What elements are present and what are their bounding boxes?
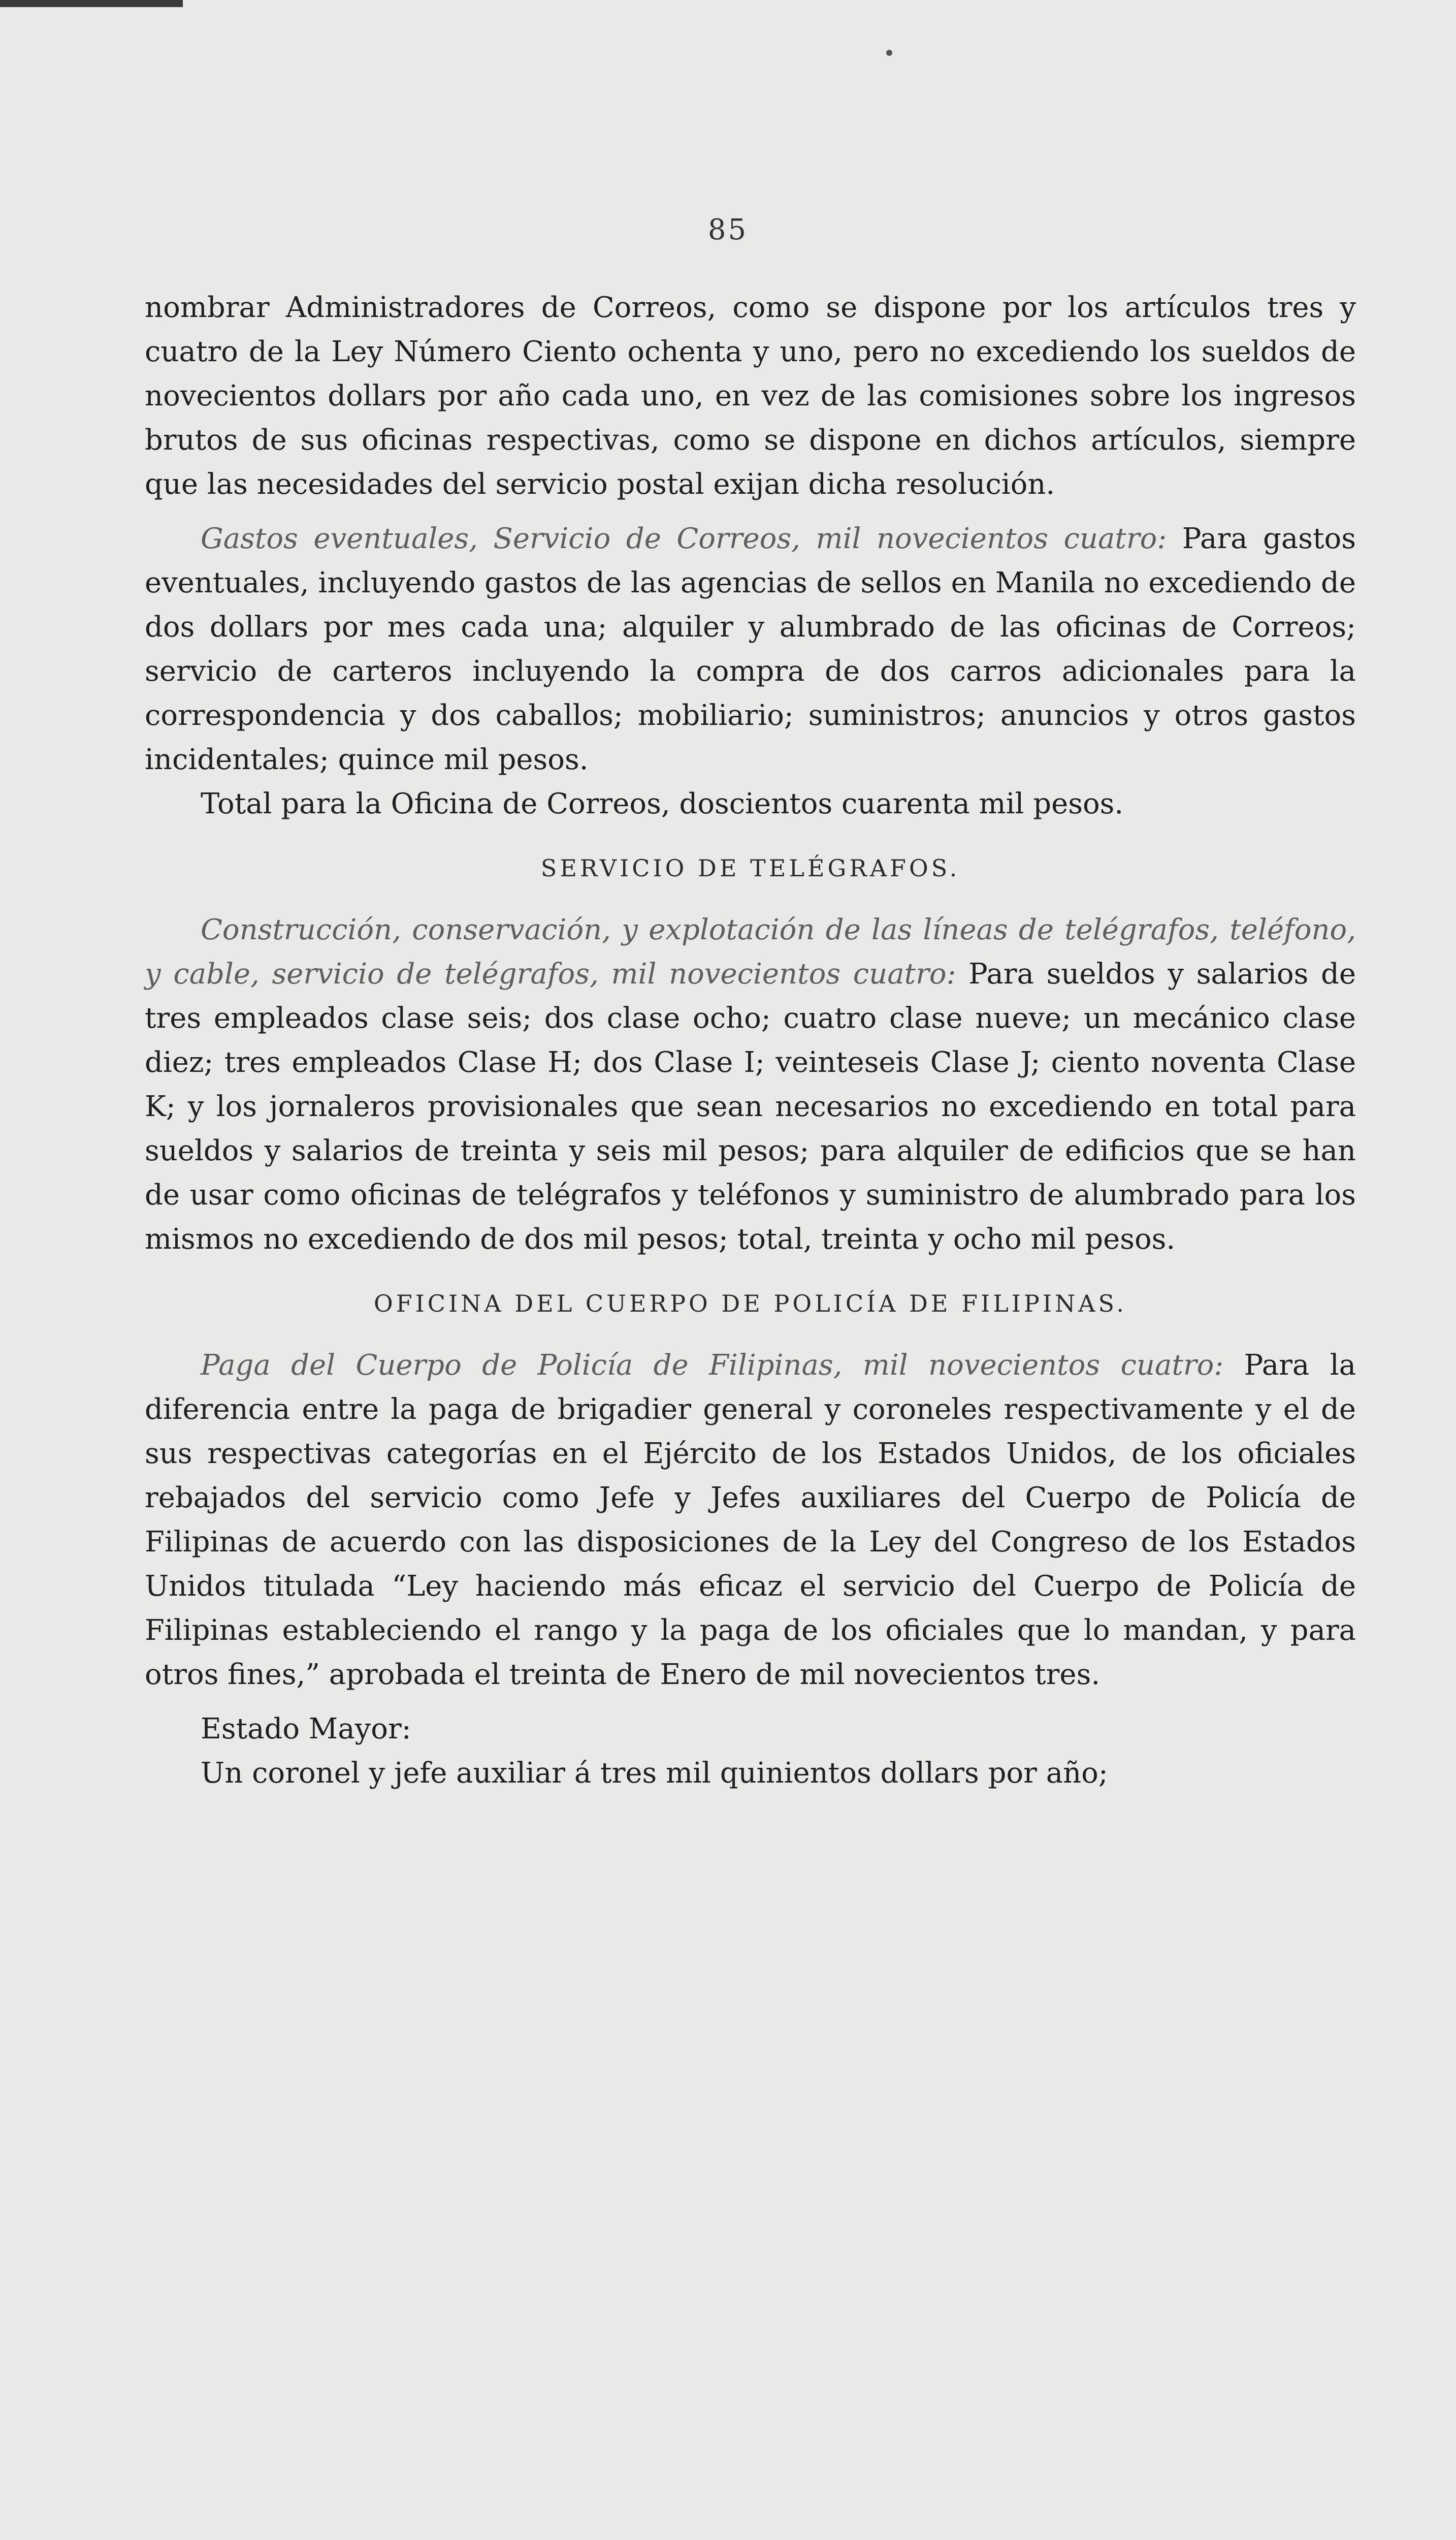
page-number: 85 <box>707 213 749 246</box>
paragraph-police-pay <box>145 1343 1356 1697</box>
postal-expenses-lead: Gastos eventuales, Servicio de Correos, mil novecientos cuatro: <box>201 522 1167 555</box>
heading-police-office: OFICINA DEL CUERPO DE POLICÍA DE FILIPINAS. <box>374 1290 1127 1317</box>
paragraph-postal-expenses <box>145 517 1356 782</box>
paragraph-colonel: Un coronel y jefe auxiliar á tres mil quinientos dollars por año; <box>201 1757 1108 1790</box>
paragraph-telegraph <box>145 908 1356 1261</box>
police-pay-body: Para la diferencia entre la paga de brigadier general y coroneles respectivamente y el de sus respectivas categorías en el Ejército de los Estados Unidos, de los oficiales rebajados del servicio como Jefe y Jefes auxiliares del Cuerpo de Policía de Filipinas de acuerdo con las disposiciones de la Ley del Congreso de los Estados Unidos titulada “Ley haciendo más eficaz el servicio del Cuerpo de Policía de Filipinas estableciendo el rango y la paga de los oficiales que lo mandan, y para otros fines,” aprobada el treinta de Enero de mil novecientos tres. <box>145 1349 1356 1691</box>
paragraph-postal-total: Total para la Oficina de Correos, doscientos cuarenta mil pesos. <box>201 787 1124 820</box>
heading-telegraph-service: SERVICIO DE TELÉGRAFOS. <box>540 854 960 882</box>
postal-expenses-body: Para gastos eventuales, incluyendo gastos de las agencias de sellos en Manila no excediendo de dos dollars por mes cada una; alquiler y alumbrado de las oficinas de Correos; servicio de carteros incluyendo la compra de dos carros adicionales para la correspondencia y dos caballos; mobiliario; suministros; anuncios y otros gastos incidentales; quince mil pesos. <box>145 522 1356 776</box>
paragraph-general-staff: Estado Mayor: <box>201 1712 411 1745</box>
police-pay-lead: Paga del Cuerpo de Policía de Filipinas, mil novecientos cuatro: <box>201 1349 1224 1382</box>
paragraph-postmasters: nombrar Administradores de Correos, como se dispone por los artículos tres y cuatro de la Ley Número Ciento ochenta y uno, pero no excediendo los sueldos de novecientos dollars por año cada uno, en vez de las comisiones sobre los ingresos brutos de sus oficinas respectivas, como se dispone en dichos artículos, siempre que las necesidades del servicio postal exijan dicha resolución. <box>145 291 1356 501</box>
telegraph-lead: Construcción, conservación, y explotación de las líneas de telégrafos, teléfono, y cable, servicio de telégrafos, mil novecientos cuatro: <box>145 913 1356 991</box>
telegraph-body: Para sueldos y salarios de tres empleados clase seis; dos clase ocho; cuatro clase nueve; un mecánico clase diez; tres empleados Clase H; dos Clase I; veinteseis Clase J; ciento noventa Clase K; y los jornaleros provisionales que sean necesarios no excediendo en total para sueldos y salarios de treinta y seis mil pesos; para alquiler de edificios que se han de usar como oficinas de telégrafos y teléfonos y suministro de alumbrado para los mismos no excediendo de dos mil pesos; total, treinta y ocho mil pesos. <box>145 958 1356 1256</box>
body-text <box>145 285 1356 1795</box>
